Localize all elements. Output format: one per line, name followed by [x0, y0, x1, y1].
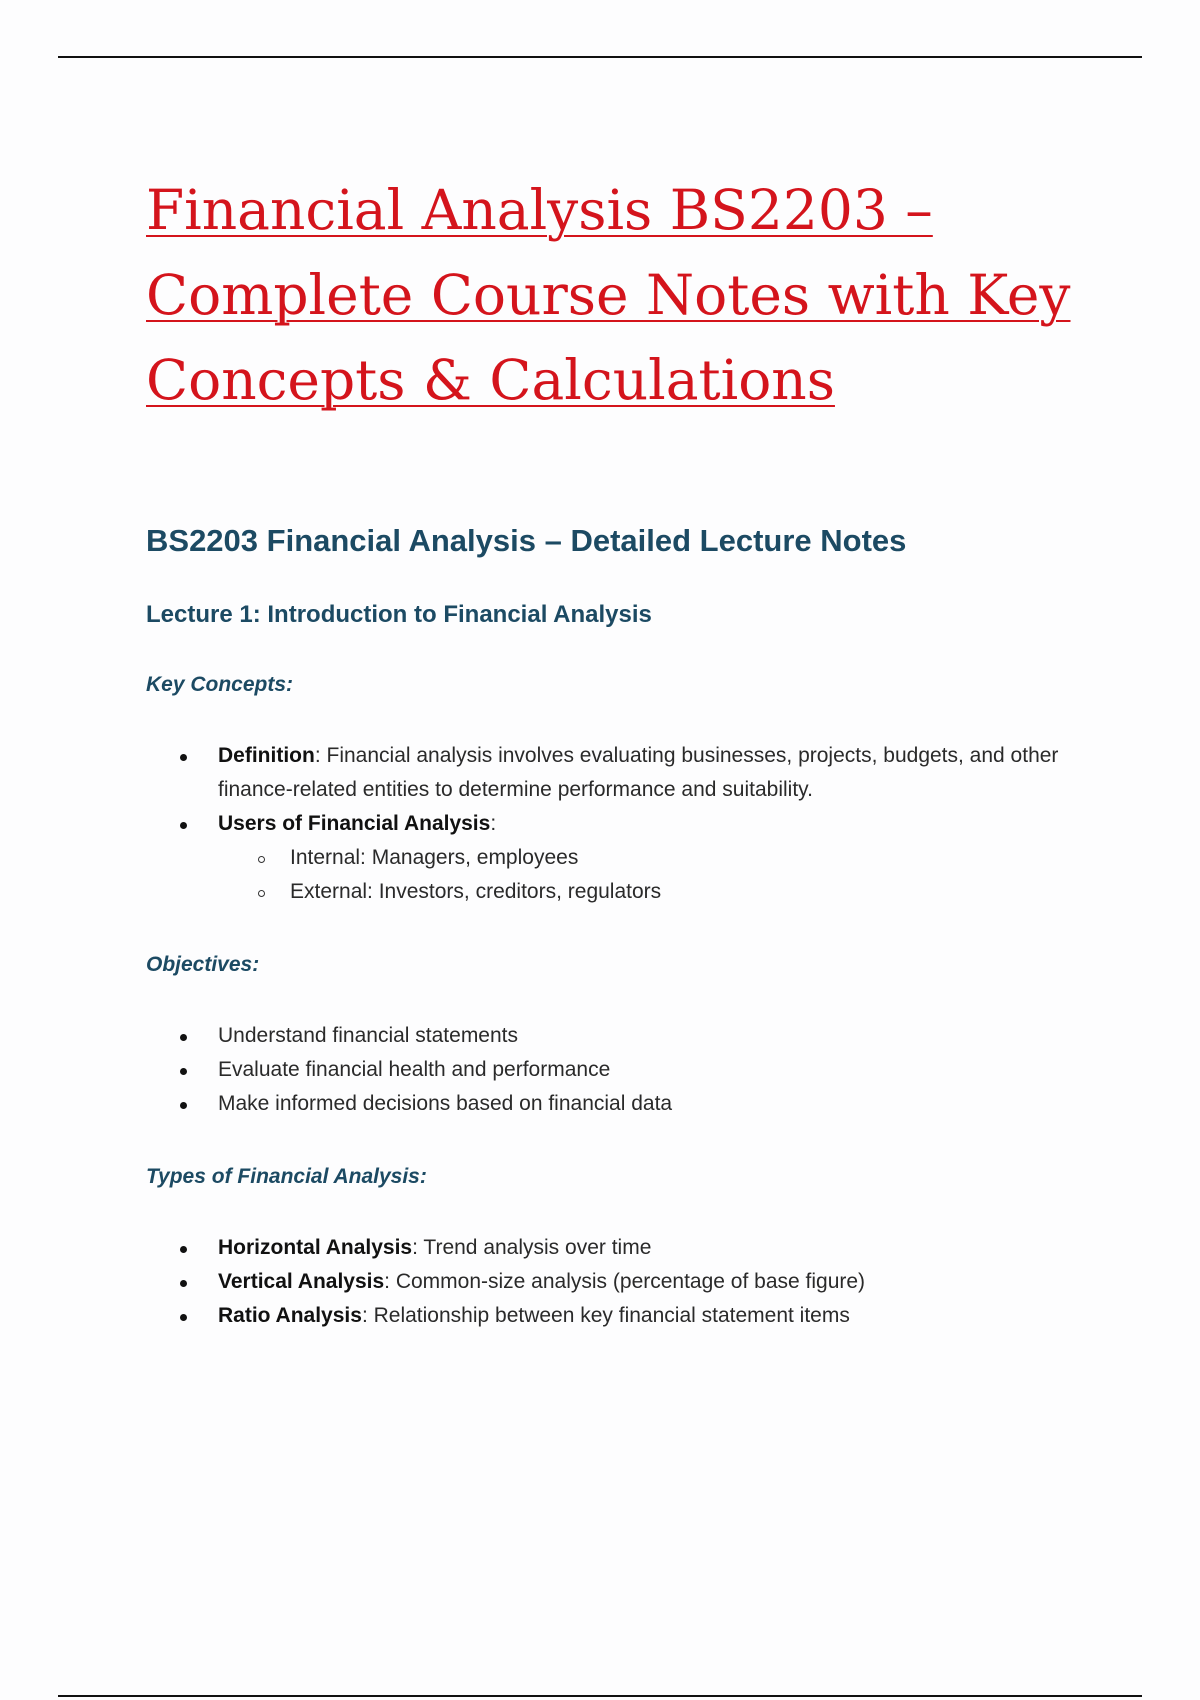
bullet-icon [180, 1034, 187, 1041]
bullet-icon [180, 754, 187, 761]
item-text: : Trend analysis over time [412, 1236, 652, 1259]
item-text: : Relationship between key financial statement items [361, 1304, 850, 1327]
term-horizontal: Horizontal Analysis [218, 1236, 413, 1259]
circle-bullet-icon [258, 890, 265, 897]
list-item [146, 1087, 1106, 1121]
bullet-icon [180, 1102, 187, 1109]
list-item [146, 1019, 1106, 1053]
objectives-heading: Objectives: [146, 953, 260, 976]
term-definition: Definition [218, 744, 315, 767]
users-text: : [490, 812, 497, 835]
term-ratio: Ratio Analysis [218, 1304, 362, 1327]
types-list [146, 1231, 1106, 1333]
circle-bullet-icon [258, 856, 265, 863]
list-item [146, 1265, 1106, 1299]
bottom-rule [58, 1695, 1142, 1697]
key-concepts-heading: Key Concepts: [146, 673, 294, 696]
item-text: Evaluate financial health and performance [218, 1058, 611, 1081]
sub-item-text: Internal: Managers, employees [290, 846, 579, 869]
sub-list-item [218, 841, 1106, 875]
top-rule [58, 56, 1142, 58]
objectives-list [146, 1019, 1106, 1121]
list-item [146, 1231, 1106, 1265]
item-text: Understand financial statements [218, 1024, 518, 1047]
bullet-icon [180, 1314, 187, 1321]
lecture-title: Lecture 1: Introduction to Financial Analysis [146, 601, 652, 628]
list-item [146, 1053, 1106, 1087]
definition-text: : Financial analysis involves evaluating businesses, projects, budgets, and other finance-related entities to determine performance and suitability. [218, 744, 1059, 801]
sub-list-item [218, 875, 1106, 909]
item-text: Make informed decisions based on financial data [218, 1092, 673, 1115]
list-item [146, 1299, 1106, 1333]
term-vertical: Vertical Analysis [218, 1270, 385, 1293]
document-title: Financial Analysis BS2203 – Complete Course Notes with Key Concepts & Calculations [146, 178, 1071, 412]
document-body [146, 168, 1106, 1333]
types-heading: Types of Financial Analysis: [146, 1165, 427, 1188]
bullet-icon [180, 1068, 187, 1075]
key-concepts-list [146, 739, 1106, 909]
term-users: Users of Financial Analysis [218, 812, 491, 835]
item-text: : Common-size analysis (percentage of base figure) [384, 1270, 866, 1293]
bullet-icon [180, 1280, 187, 1287]
list-item [146, 739, 1106, 807]
sub-item-text: External: Investors, creditors, regulators [290, 880, 662, 903]
bullet-icon [180, 1246, 187, 1253]
users-sublist [218, 841, 1106, 909]
list-item [146, 807, 1106, 909]
bullet-icon [180, 822, 187, 829]
section-heading: BS2203 Financial Analysis – Detailed Lecture Notes [146, 523, 907, 558]
